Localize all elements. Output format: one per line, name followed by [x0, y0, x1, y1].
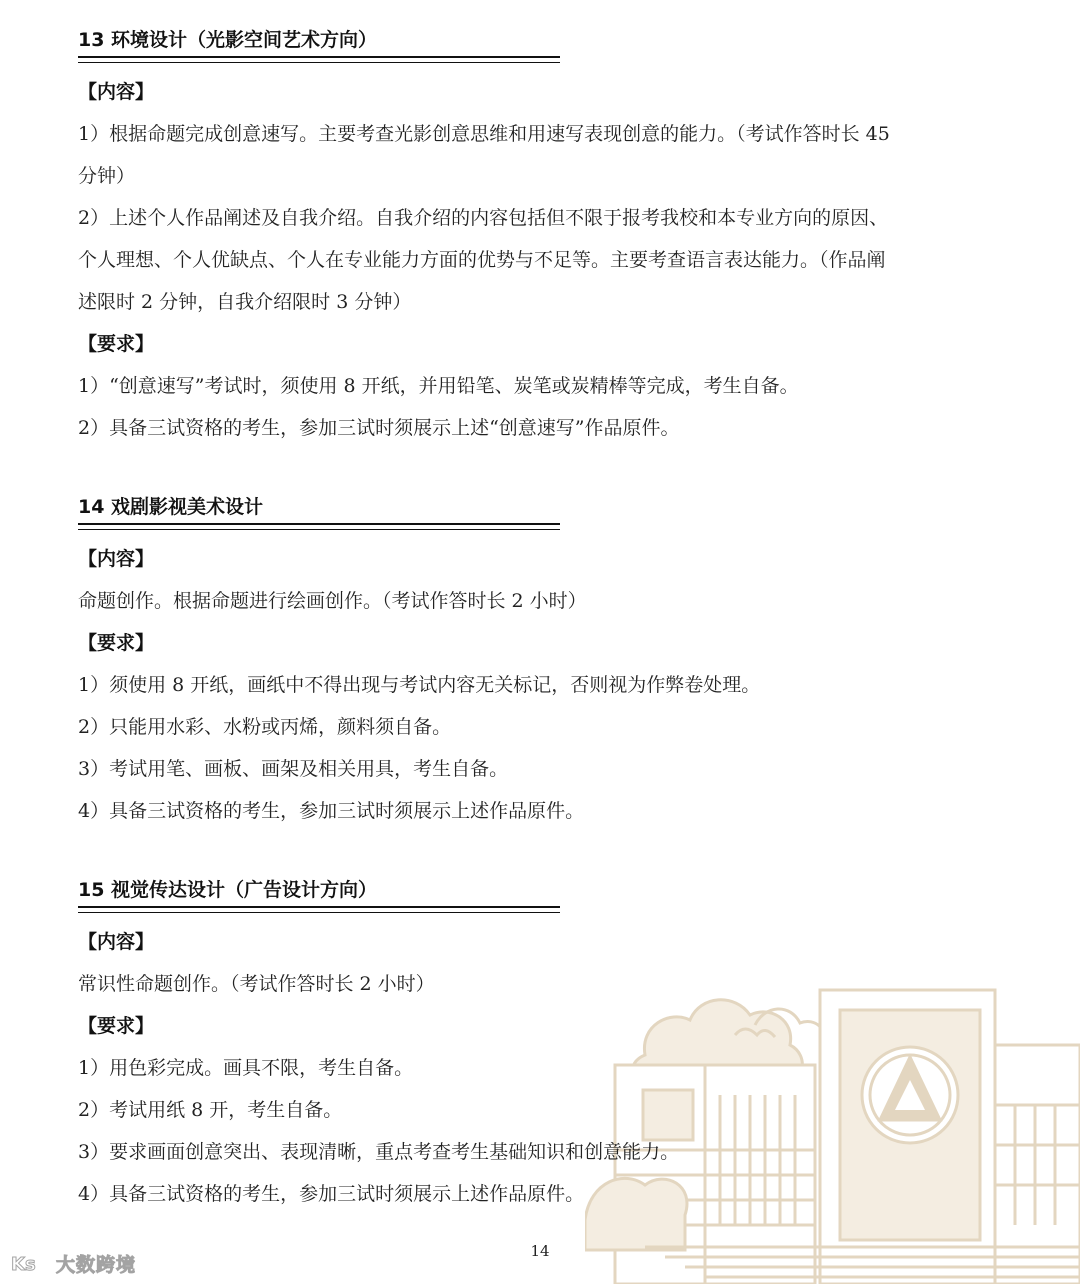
- section-title: 14 戏剧影视美术设计: [78, 496, 264, 518]
- section-13: [78, 26, 1018, 449]
- brand-watermark: [10, 1248, 136, 1278]
- requirements-list: [78, 365, 1018, 449]
- paragraph-line: 个人理想、个人优缺点、个人在专业能力方面的优势与不足等。主要考查语言表达能力。（作品阐: [78, 249, 886, 271]
- paragraph-line: 2）上述个人作品阐述及自我介绍。自我介绍的内容包括但不限于报考我校和本专业方向的原因、: [78, 207, 889, 229]
- section-title: 13 环境设计（光影空间艺术方向）: [78, 29, 378, 51]
- title-double-rule: [78, 523, 560, 530]
- title-double-rule: [78, 56, 560, 63]
- document-body: [78, 26, 1018, 1259]
- content-label: 【内容】: [78, 81, 155, 103]
- brand-logo-text: Ks: [11, 1254, 36, 1275]
- requirement-item: 4）具备三试资格的考生，参加三试时须展示上述作品原件。: [78, 800, 585, 822]
- requirement-item: 1）“创意速写”考试时，须使用 8 开纸，并用铅笔、炭笔或炭精棒等完成，考生自备。: [78, 375, 799, 397]
- content-label: 【内容】: [78, 931, 155, 953]
- requirement-item: 4）具备三试资格的考生，参加三试时须展示上述作品原件。: [78, 1183, 585, 1205]
- requirements-list: [78, 1047, 1018, 1215]
- paragraph-line: 述限时 2 分钟，自我介绍限时 3 分钟）: [78, 291, 412, 313]
- requirement-item: 2）考试用纸 8 开，考生自备。: [78, 1099, 343, 1121]
- requirement-item: 1）用色彩完成。画具不限，考生自备。: [78, 1057, 414, 1079]
- brand-text: 大数跨境: [56, 1253, 137, 1276]
- content-paragraph: [78, 197, 1018, 323]
- brand-logo-icon: [10, 1251, 50, 1275]
- paragraph-line: 分钟）: [78, 165, 136, 187]
- paragraph-line: 命题创作。根据命题进行绘画创作。（考试作答时长 2 小时）: [78, 590, 587, 612]
- requirements-label: 【要求】: [78, 333, 155, 355]
- paragraph-line: 1）根据命题完成创意速写。主要考查光影创意思维和用速写表现创意的能力。（考试作答时长 45: [78, 123, 890, 145]
- content-paragraph: [78, 113, 1018, 197]
- title-double-rule: [78, 906, 560, 913]
- content-label: 【内容】: [78, 548, 155, 570]
- section-title: 15 视觉传达设计（广告设计方向）: [78, 879, 378, 901]
- requirement-item: 1）须使用 8 开纸，画纸中不得出现与考试内容无关标记，否则视为作弊卷处理。: [78, 674, 761, 696]
- requirements-label: 【要求】: [78, 1015, 155, 1037]
- paragraph-line: 常识性命题创作。（考试作答时长 2 小时）: [78, 973, 435, 995]
- page-number: 14: [530, 1242, 550, 1260]
- requirement-item: 3）要求画面创意突出、表现清晰，重点考查考生基础知识和创意能力。: [78, 1141, 680, 1163]
- requirement-item: 2）具备三试资格的考生，参加三试时须展示上述“创意速写”作品原件。: [78, 417, 680, 439]
- section-14: [78, 493, 1018, 832]
- requirement-item: 2）只能用水彩、水粉或丙烯，颜料须自备。: [78, 716, 452, 738]
- requirements-list: [78, 664, 1018, 832]
- section-15: [78, 876, 1018, 1215]
- requirement-item: 3）考试用笔、画板、画架及相关用具，考生自备。: [78, 758, 509, 780]
- content-paragraph: [78, 963, 1018, 1005]
- content-paragraph: [78, 580, 1018, 622]
- requirements-label: 【要求】: [78, 632, 155, 654]
